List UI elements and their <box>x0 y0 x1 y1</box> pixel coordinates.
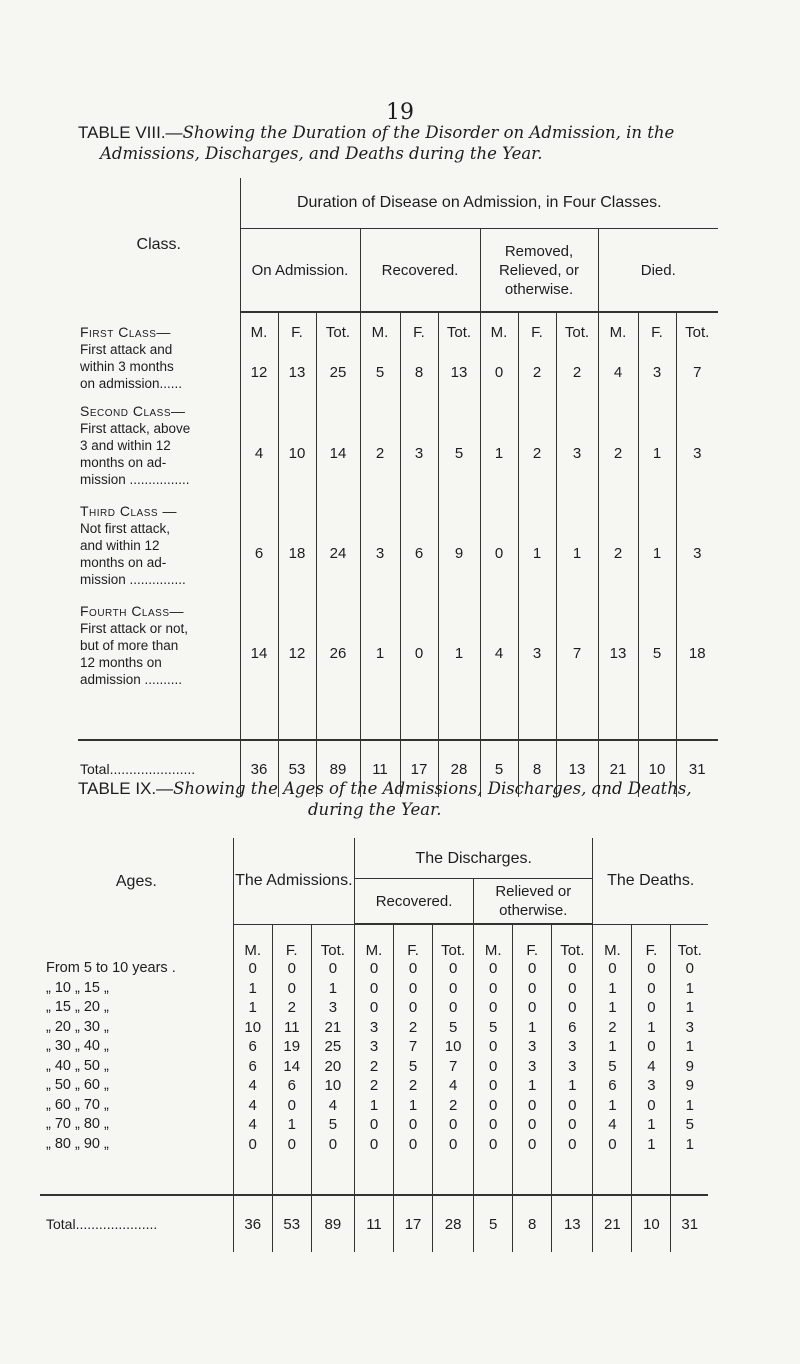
table9-cell: 0 <box>474 1057 513 1077</box>
table8-total-cell: 31 <box>676 740 718 797</box>
table9-cell: 14 <box>272 1057 311 1077</box>
table9-cell: 0 <box>632 1096 671 1116</box>
table9-age-label: From 5 to 10 years . <box>40 959 233 979</box>
table8-cell: 3 <box>518 603 556 703</box>
table9-cell: 1 <box>632 1018 671 1038</box>
table9-cell: 0 <box>474 1096 513 1116</box>
table8-row-line: on admission...... <box>80 376 183 391</box>
table9-cell: 6 <box>233 1057 272 1077</box>
table8-cell: 1 <box>480 403 518 503</box>
table8-total-cell: 53 <box>278 740 316 797</box>
table9-header-relieved: Relieved or otherwise. <box>474 879 593 925</box>
table8-header-span: Duration of Disease on Admission, in Four Classes. <box>296 194 662 211</box>
sub-header-m: M. <box>474 924 513 959</box>
table9-cell: 4 <box>593 1115 632 1135</box>
sub-header-m: M. <box>480 312 518 341</box>
table9-row <box>40 979 708 999</box>
table8-header-class: Class. <box>78 178 240 312</box>
table9-cell: 10 <box>233 1018 272 1038</box>
table9-cell: 4 <box>632 1057 671 1077</box>
table9 <box>40 838 708 1252</box>
table9-age-label: „ 70 „ 80 „ <box>40 1115 233 1135</box>
table9-cell: 5 <box>593 1057 632 1077</box>
sub-header-tot: Tot. <box>316 312 360 341</box>
table8-cell: 13 <box>438 341 480 403</box>
table9-total-cell: 36 <box>233 1195 272 1252</box>
sub-header-f: F. <box>278 312 316 341</box>
table8-cell: 6 <box>400 503 438 603</box>
table9-cell: 0 <box>354 1135 393 1155</box>
table9-total-cell: 28 <box>433 1195 474 1252</box>
table9-cell: 0 <box>233 959 272 979</box>
table8-cell: 7 <box>556 603 598 703</box>
table9-cell: 1 <box>593 998 632 1018</box>
sub-header-tot: Tot. <box>433 924 474 959</box>
table9-cell: 9 <box>685 1057 694 1075</box>
table8-row-title: First Class— <box>78 312 240 341</box>
table8-row-line: admission .......... <box>80 672 183 687</box>
table9-age-label: „ 50 „ 60 „ <box>40 1076 233 1096</box>
table8-cell: 3 <box>638 341 676 403</box>
table9-cell: 0 <box>433 979 474 999</box>
table9-total-cell: 17 <box>394 1195 433 1252</box>
table9-cell: 0 <box>474 1135 513 1155</box>
table8-row-line: and within 12 <box>80 538 160 553</box>
table8-cell: 4 <box>598 341 638 403</box>
table9-cell: 4 <box>233 1096 272 1116</box>
table9-cell: 3 <box>354 1018 393 1038</box>
table9-cell: 3 <box>513 1037 552 1057</box>
table8-cell: 26 <box>316 603 360 703</box>
sub-header-f: F. <box>513 924 552 959</box>
table9-cell: 0 <box>394 998 433 1018</box>
sub-header-tot: Tot. <box>685 324 710 341</box>
table9-cell: 2 <box>593 1018 632 1038</box>
table9-cell: 2 <box>433 1096 474 1116</box>
table9-row <box>40 959 708 979</box>
table9-age-label: „ 10 „ 15 „ <box>40 979 233 999</box>
table8-cell: 8 <box>400 341 438 403</box>
table8-cell: 18 <box>278 503 316 603</box>
table9-caption-lead: TABLE IX.— <box>78 779 174 798</box>
table9-total-cell: 89 <box>311 1195 354 1252</box>
table9-cell: 19 <box>272 1037 311 1057</box>
table8-group-admission: On Admission. <box>240 229 360 313</box>
table8-row <box>78 603 718 703</box>
table8-cell: 10 <box>278 403 316 503</box>
table8-caption-text2: Admissions, Discharges, and Deaths during the Year. <box>100 144 543 163</box>
table9-age-label: „ 20 „ 30 „ <box>40 1018 233 1038</box>
sub-header-tot: Tot. <box>438 312 480 341</box>
table8-row-line: within 3 months <box>80 359 174 374</box>
table8-cell: 2 <box>518 403 556 503</box>
sub-header-m: M. <box>598 312 638 341</box>
table9-cell: 0 <box>433 1115 474 1135</box>
sub-header-f: F. <box>400 312 438 341</box>
table8-cell: 1 <box>360 603 400 703</box>
table9-total-cell: 8 <box>513 1195 552 1252</box>
table9-total-cell: 11 <box>354 1195 393 1252</box>
table8-cell: 3 <box>693 544 702 562</box>
table9-cell: 0 <box>394 959 433 979</box>
table9-cell: 1 <box>593 1037 632 1057</box>
table8-cell: 6 <box>240 503 278 603</box>
table9-cell: 1 <box>685 979 694 997</box>
table8-caption <box>78 122 728 164</box>
sub-header-f: F. <box>394 924 433 959</box>
table8-cell: 0 <box>480 503 518 603</box>
table9-cell: 7 <box>433 1057 474 1077</box>
table9-cell: 7 <box>394 1037 433 1057</box>
table9-header-admissions: The Admissions. <box>233 838 354 924</box>
table9-cell: 0 <box>513 979 552 999</box>
table8-total-cell: 5 <box>480 740 518 797</box>
table8-cell: 14 <box>240 603 278 703</box>
sub-header-f: F. <box>518 312 556 341</box>
table8-row-line: mission ................ <box>80 472 190 487</box>
table8-row-line: First attack or not, <box>80 621 189 636</box>
table8-total-cell: 8 <box>518 740 556 797</box>
table9-cell: 20 <box>311 1057 354 1077</box>
table9-cell: 0 <box>593 1135 632 1155</box>
table9-cell: 1 <box>233 979 272 999</box>
table9-row <box>40 1096 708 1116</box>
table9-cell: 0 <box>474 1115 513 1135</box>
sub-header-tot: Tot. <box>311 924 354 959</box>
table8-row-description <box>78 403 240 503</box>
table8-cell: 2 <box>598 403 638 503</box>
table9-cell: 0 <box>394 979 433 999</box>
table8-cell: 1 <box>438 603 480 703</box>
table8-total-cell: 89 <box>316 740 360 797</box>
table9-cell: 5 <box>685 1116 694 1133</box>
table8-cell: 2 <box>518 341 556 403</box>
table8-row-description <box>78 503 240 603</box>
table8-cell: 5 <box>438 403 480 503</box>
table8-row-line: but of more than <box>80 638 179 653</box>
table8-row-line: 12 months on <box>80 655 162 670</box>
table8-row-title: Second Class— <box>80 403 186 419</box>
table9-age-label: „ 30 „ 40 „ <box>40 1037 233 1057</box>
table9-header-discharges: The Discharges. <box>354 838 592 879</box>
sub-header-tot: Tot. <box>671 924 708 959</box>
table8-caption-text: Showing the Duration of the Disorder on Admission, in the <box>182 123 675 142</box>
table8-cell: 2 <box>598 503 638 603</box>
table9-cell: 0 <box>474 1037 513 1057</box>
table9-cell: 0 <box>632 959 671 979</box>
table9-cell: 0 <box>552 979 593 999</box>
table9-cell: 4 <box>433 1076 474 1096</box>
table8-row-line: First attack and <box>80 342 173 357</box>
table8-cell: 25 <box>316 341 360 403</box>
sub-header-m: M. <box>233 924 272 959</box>
table9-cell: 4 <box>233 1076 272 1096</box>
table9-cell: 1 <box>593 979 632 999</box>
table9-cell: 0 <box>685 960 694 977</box>
table9-age-label: „ 15 „ 20 „ <box>40 998 233 1018</box>
table9-cell: 0 <box>632 979 671 999</box>
table9-row <box>40 1076 708 1096</box>
table9-cell: 1 <box>632 1115 671 1135</box>
table8-row <box>78 403 718 503</box>
table9-cell: 0 <box>474 998 513 1018</box>
table9-cell: 10 <box>311 1076 354 1096</box>
table9-cell: 1 <box>552 1076 593 1096</box>
table9-cell: 10 <box>433 1037 474 1057</box>
table9-cell: 21 <box>311 1018 354 1038</box>
table8-row-title: Fourth Class— <box>80 603 184 619</box>
table9-cell: 0 <box>552 998 593 1018</box>
table8-cell: 4 <box>240 403 278 503</box>
table8-cell: 3 <box>556 403 598 503</box>
table8-cell: 5 <box>638 603 676 703</box>
table9-row <box>40 1115 708 1135</box>
table9-cell: 0 <box>632 998 671 1018</box>
table8-cell: 3 <box>400 403 438 503</box>
table9-cell: 0 <box>552 1096 593 1116</box>
table9-cell: 1 <box>632 1135 671 1155</box>
table8-row-description <box>78 603 240 703</box>
table9-cell: 0 <box>552 959 593 979</box>
table9-header-deaths: The Deaths. <box>607 872 695 890</box>
table9-cell: 6 <box>272 1076 311 1096</box>
table8-cell: 7 <box>693 363 702 381</box>
table9-header-ages: Ages. <box>40 838 233 924</box>
table9-cell: 0 <box>311 1135 354 1155</box>
table8-total-label: Total...................... <box>78 740 240 797</box>
table9-total-cell: 13 <box>552 1195 593 1252</box>
table9-total-label: Total..................... <box>40 1195 233 1252</box>
table9-cell: 2 <box>354 1057 393 1077</box>
sub-header-f: F. <box>638 312 676 341</box>
table9-cell: 9 <box>685 1077 694 1094</box>
table9-cell: 3 <box>354 1037 393 1057</box>
table8-row-line: mission ............... <box>80 572 186 587</box>
sub-header-m: M. <box>240 312 278 341</box>
table8-spacer-row <box>78 703 718 740</box>
table9-total-cell: 5 <box>474 1195 513 1252</box>
table9-cell: 0 <box>272 979 311 999</box>
table8-cell: 24 <box>316 503 360 603</box>
table8-row-line: 3 and within 12 <box>80 438 171 453</box>
table9-cell: 1 <box>685 1135 694 1153</box>
table9-row <box>40 1018 708 1038</box>
table9-total-cell: 31 <box>671 1195 708 1252</box>
table9-cell: 0 <box>593 959 632 979</box>
table9-cell: 0 <box>433 1135 474 1155</box>
sub-header-f: F. <box>272 924 311 959</box>
table9-cell: 0 <box>311 959 354 979</box>
table9-cell: 5 <box>394 1057 433 1077</box>
table9-cell: 0 <box>394 1135 433 1155</box>
table8-group-recovered: Recovered. <box>360 229 480 313</box>
table9-cell: 0 <box>272 959 311 979</box>
table9-total-cell: 10 <box>632 1195 671 1252</box>
table9-header-recovered: Recovered. <box>354 879 473 925</box>
table9-cell: 0 <box>474 979 513 999</box>
table9-cell: 1 <box>685 1038 694 1055</box>
table8-group-died: Died. <box>598 229 718 313</box>
table9-cell: 5 <box>311 1115 354 1135</box>
table9-cell: 6 <box>593 1076 632 1096</box>
table9-cell: 0 <box>513 1135 552 1155</box>
table8-cell: 9 <box>438 503 480 603</box>
table9-cell: 3 <box>552 1037 593 1057</box>
table8-total-cell: 36 <box>240 740 278 797</box>
table9-spacer-row <box>40 1154 708 1195</box>
table8-cell: 14 <box>316 403 360 503</box>
table9-total-cell: 53 <box>272 1195 311 1252</box>
table8-cell: 1 <box>518 503 556 603</box>
table9-cell: 2 <box>394 1018 433 1038</box>
table9-age-label: „ 40 „ 50 „ <box>40 1057 233 1077</box>
table9-cell: 0 <box>474 1076 513 1096</box>
sub-header-tot: Tot. <box>556 312 598 341</box>
table9-cell: 3 <box>632 1076 671 1096</box>
table9-cell: 0 <box>513 959 552 979</box>
table9-cell: 0 <box>433 998 474 1018</box>
sub-header-m: M. <box>593 924 632 959</box>
table8-caption-lead: TABLE VIII.— <box>78 123 183 142</box>
table8-cell: 1 <box>638 403 676 503</box>
table9-cell: 4 <box>311 1096 354 1116</box>
table9-cell: 0 <box>513 1096 552 1116</box>
table9-row <box>40 998 708 1018</box>
table8-row <box>78 503 718 603</box>
table9-cell: 11 <box>272 1018 311 1038</box>
table9-row <box>40 1135 708 1155</box>
table8-cell: 1 <box>638 503 676 603</box>
table8-total-cell: 13 <box>556 740 598 797</box>
sub-header-m: M. <box>360 312 400 341</box>
table8-cell: 0 <box>400 603 438 703</box>
table9-cell: 1 <box>513 1018 552 1038</box>
table8-row-title: Third Class — <box>80 503 177 519</box>
table8-cell: 13 <box>278 341 316 403</box>
table9-row <box>40 1037 708 1057</box>
table9-cell: 25 <box>311 1037 354 1057</box>
table9-cell: 6 <box>552 1018 593 1038</box>
table8-cell: 0 <box>480 341 518 403</box>
table9-cell: 1 <box>593 1096 632 1116</box>
table9-cell: 1 <box>685 999 694 1016</box>
table8-cell: 12 <box>278 603 316 703</box>
table8-cell: 2 <box>360 403 400 503</box>
table9-cell: 0 <box>552 1115 593 1135</box>
table8-cell: 3 <box>360 503 400 603</box>
table9-cell: 1 <box>354 1096 393 1116</box>
table9-cell: 3 <box>552 1057 593 1077</box>
table8-total-cell: 28 <box>438 740 480 797</box>
table9-cell: 3 <box>513 1057 552 1077</box>
table8 <box>78 178 718 797</box>
table9-cell: 1 <box>685 1096 694 1114</box>
table9-age-label: „ 60 „ 70 „ <box>40 1096 233 1116</box>
table9-caption-text2: during the Year. <box>308 800 442 819</box>
table8-total-cell: 11 <box>360 740 400 797</box>
table8-cell: 12 <box>240 341 278 403</box>
table9-cell: 0 <box>433 959 474 979</box>
table9-cell: 1 <box>513 1076 552 1096</box>
table8-cell: 5 <box>360 341 400 403</box>
table9-cell: 2 <box>272 998 311 1018</box>
table8-cell: 13 <box>598 603 638 703</box>
table9-cell: 0 <box>394 1115 433 1135</box>
table8-row-line: Not first attack, <box>80 521 171 536</box>
table9-cell: 0 <box>272 1135 311 1155</box>
table9-cell: 0 <box>354 1115 393 1135</box>
table8-row-line: First attack, above <box>80 421 191 436</box>
table9-cell: 0 <box>354 998 393 1018</box>
table9-cell: 0 <box>272 1096 311 1116</box>
table8-total-cell: 10 <box>638 740 676 797</box>
table9-total-cell: 21 <box>593 1195 632 1252</box>
sub-header-tot: Tot. <box>552 924 593 959</box>
table9-cell: 2 <box>394 1076 433 1096</box>
table8-row-line: months on ad- <box>80 455 167 470</box>
page-number: 19 <box>386 100 414 125</box>
table9-cell: 1 <box>394 1096 433 1116</box>
table8-cell: 1 <box>556 503 598 603</box>
table8-cell: 18 <box>688 644 706 662</box>
table9-cell: 0 <box>552 1135 593 1155</box>
table9-cell: 1 <box>311 979 354 999</box>
table8-total-cell: 21 <box>598 740 638 797</box>
table8-cell: 2 <box>556 341 598 403</box>
table8-group-removed: Removed, Relieved, or otherwise. <box>480 229 598 313</box>
table9-cell: 1 <box>272 1115 311 1135</box>
table9-cell: 0 <box>632 1037 671 1057</box>
table9-cell: 6 <box>233 1037 272 1057</box>
table9-age-label: „ 80 „ 90 „ <box>40 1135 233 1155</box>
table8-cell: 3 <box>693 444 702 462</box>
table8-cell: 4 <box>480 603 518 703</box>
table9-cell: 0 <box>233 1135 272 1155</box>
table9-cell: 4 <box>233 1115 272 1135</box>
table9-caption <box>78 778 728 820</box>
table9-cell: 5 <box>474 1018 513 1038</box>
table9-cell: 1 <box>233 998 272 1018</box>
table9-cell: 0 <box>513 998 552 1018</box>
table9-cell: 3 <box>311 998 354 1018</box>
table9-cell: 2 <box>354 1076 393 1096</box>
table8-row-line: months on ad- <box>80 555 167 570</box>
table9-cell: 5 <box>433 1018 474 1038</box>
sub-header-f: F. <box>632 924 671 959</box>
table9-row <box>40 1057 708 1077</box>
table9-cell: 0 <box>513 1115 552 1135</box>
table8-total-cell: 17 <box>400 740 438 797</box>
table8-row-description <box>78 341 240 403</box>
table8-row <box>78 341 718 403</box>
table9-cell: 0 <box>354 959 393 979</box>
table9-caption-text: Showing the Ages of the Admissions, Discharges, and Deaths, <box>173 779 692 798</box>
sub-header-m: M. <box>354 924 393 959</box>
table9-cell: 0 <box>474 959 513 979</box>
table9-cell: 3 <box>685 1018 694 1036</box>
table9-cell: 0 <box>354 979 393 999</box>
